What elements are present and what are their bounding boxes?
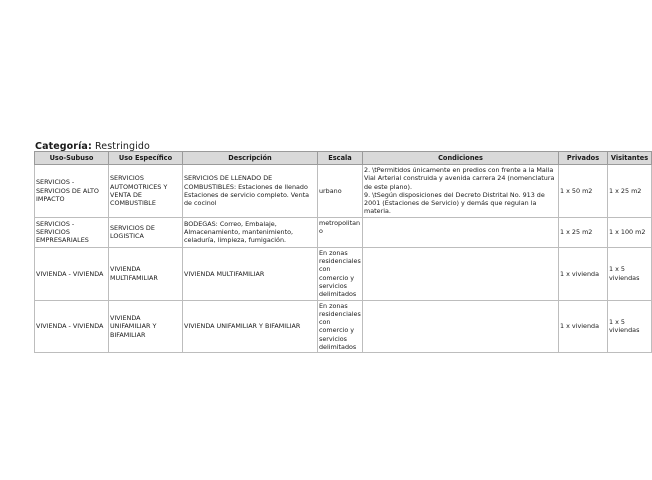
cell-privados: 1 x 50 m2 <box>559 165 608 218</box>
col-header-descripcion: Descripción <box>183 152 318 165</box>
cell-escala: En zonas residenciales con comercio y servicios delimitados <box>319 248 361 299</box>
cell-descripcion: SERVICIOS DE LLENADO DE COMBUSTIBLES: Estaciones de llenado Estaciones de servicio completo. Venta de cocinol <box>183 165 318 218</box>
cell-visitantes: 1 x 5 viviendas <box>608 300 652 353</box>
cell-privados: 1 x vivienda <box>559 300 608 353</box>
cell-uso-subuso: VIVIENDA - VIVIENDA <box>35 300 109 353</box>
uses-table <box>34 151 652 353</box>
category-value: Restringido <box>94 141 150 152</box>
condicion-item: 9. \tSegún disposiciones del Decreto Distrital No. 913 de 2001 (Estaciones de Servicio) y demás que regulan la materia. <box>364 190 545 216</box>
cell-descripcion: BODEGAS: Correo, Embalaje, Almacenamiento, mantenimiento, celaduría, limpieza, fumigación. <box>183 217 318 247</box>
cell-uso-especifico: SERVICIOS AUTOMOTRICES Y VENTA DE COMBUSTIBLE <box>109 165 183 218</box>
cell-visitantes: 1 x 100 m2 <box>608 217 652 247</box>
cell-condiciones <box>363 300 559 353</box>
cell-escala: urbano <box>318 165 363 218</box>
col-header-uso-especifico: Uso Específico <box>109 152 183 165</box>
cell-uso-subuso: VIVIENDA - VIVIENDA <box>35 247 109 300</box>
cell-descripcion: VIVIENDA MULTIFAMILIAR <box>183 247 318 300</box>
col-header-uso-subuso: Uso-Subuso <box>35 152 109 165</box>
col-header-condiciones: Condiciones <box>363 152 559 165</box>
cell-uso-subuso: SERVICIOS - SERVICIOS EMPRESARIALES <box>35 217 109 247</box>
cell-uso-especifico: VIVIENDA UNIFAMILIAR Y BIFAMILIAR <box>109 300 183 353</box>
cell-privados: 1 x 25 m2 <box>559 217 608 247</box>
table-row <box>35 165 652 218</box>
condicion-item: 2. \tPermitidos únicamente en predios con frente a la Malla Vial Arterial construida y avenida carrera 24 (nomenclatura de este plano). <box>364 166 555 191</box>
col-header-visitantes: Visitantes <box>608 152 652 165</box>
table-row <box>35 247 652 300</box>
table-row <box>35 300 652 353</box>
cell-condiciones <box>363 247 559 300</box>
cell-condiciones <box>363 165 559 218</box>
category-label: Categoría: <box>35 141 92 152</box>
cell-descripcion: VIVIENDA UNIFAMILIAR Y BIFAMILIAR <box>183 300 318 353</box>
cell-uso-especifico: VIVIENDA MULTIFAMILIAR <box>109 247 183 300</box>
table-row <box>35 217 652 247</box>
cell-condiciones <box>363 217 559 247</box>
cell-visitantes: 1 x 5 viviendas <box>608 247 652 300</box>
cell-visitantes: 1 x 25 m2 <box>608 165 652 218</box>
cell-escala: En zonas residenciales con comercio y servicios delimitados <box>319 301 361 352</box>
col-header-privados: Privados <box>559 152 608 165</box>
cell-privados: 1 x vivienda <box>559 247 608 300</box>
cell-escala: metropolitano <box>318 217 363 247</box>
cell-uso-especifico: SERVICIOS DE LOGISTICA <box>109 217 183 247</box>
cell-uso-subuso: SERVICIOS - SERVICIOS DE ALTO IMPACTO <box>35 165 109 218</box>
col-header-escala: Escala <box>318 152 363 165</box>
table-header-row <box>35 152 652 165</box>
